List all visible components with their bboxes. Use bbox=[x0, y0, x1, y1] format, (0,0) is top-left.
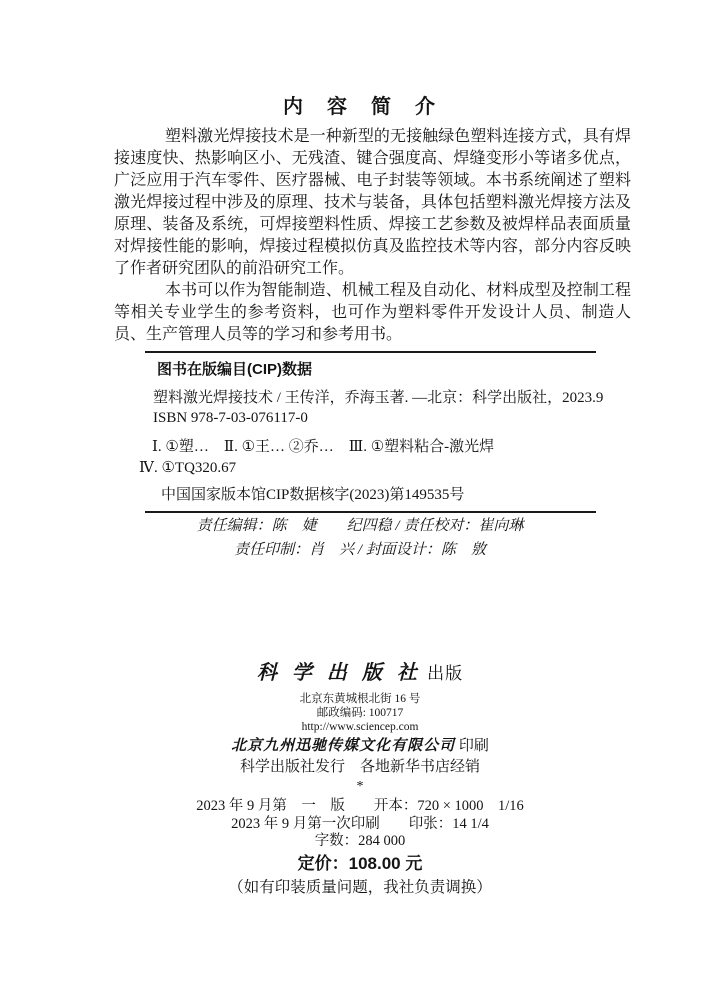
publisher-line bbox=[0, 660, 720, 687]
quality-notice: （如有印装质量问题，我社负责调换） bbox=[228, 878, 492, 896]
distribution-line: 科学出版社发行 各地新华书店经销 bbox=[239, 759, 480, 775]
publisher-address: 北京东黄城根北街 16 号 bbox=[299, 693, 421, 705]
cip-classification-line-1: Ⅰ. ①塑… Ⅱ. ①王… ②乔… Ⅲ. ①塑料粘合-激光焊 bbox=[152, 439, 495, 455]
colophon bbox=[0, 660, 720, 898]
asterisk-divider: * bbox=[356, 779, 364, 794]
intro-paragraph-1: 塑料激光焊接技术是一种新型的无接触绿色塑料连接方式，具有焊接速度快、热影响区小、无残渣、键合强度高、焊缝变形小等诸多优点，广泛应用于汽车零件、医疗器械、电子封装等领域。本书系统阐述了塑料激光焊接过程中涉及的原理、技术与装备，具体包括塑料激光焊接方法及原理、装备及系统，可焊接塑料性质、焊接工艺参数及被焊样品表面质量对焊接性能的影响，焊接过程模拟仿真及监控技术等内容，部分内容反映了作者研究团队的前沿研究工作。 bbox=[114, 128, 631, 277]
cip-top-rule bbox=[145, 351, 596, 353]
publisher-name: 科 学 出 版 社 bbox=[256, 662, 422, 684]
intro-body bbox=[114, 126, 631, 346]
cip-record-number-line: 中国国家版本馆CIP数据核字(2023)第149535号 bbox=[161, 487, 465, 503]
price-line: 定价：108.00 元 bbox=[297, 853, 423, 873]
cip-bottom-rule bbox=[145, 511, 596, 513]
printer-name: 北京九州迅驰传媒文化有限公司 bbox=[231, 738, 456, 754]
publisher-website: http://www.sciencep.com bbox=[301, 721, 419, 733]
cip-classification-line-2: Ⅳ. ①TQ320.67 bbox=[139, 460, 237, 476]
cip-isbn-line: ISBN 978-7-03-076117-0 bbox=[153, 410, 308, 426]
staff-printing-design-line: 责任印制：肖 兴 / 封面设计：陈 敫 bbox=[234, 542, 486, 558]
cip-heading: 图书在版编目(CIP)数据 bbox=[157, 361, 312, 378]
cip-title-line: 塑料激光焊接技术 / 王传洋，乔海玉著. —北京：科学出版社，2023.9 bbox=[153, 390, 604, 406]
staff-credits bbox=[0, 514, 720, 562]
printer-line bbox=[0, 737, 720, 756]
printer-role-label: 印刷 bbox=[455, 738, 489, 754]
staff-editors-line: 责任编辑：陈 婕 纪四稳 / 责任校对：崔向琳 bbox=[196, 518, 524, 534]
publisher-role-label: 出版 bbox=[421, 664, 464, 683]
intro-heading: 内 容 简 介 bbox=[283, 96, 437, 118]
word-count-line: 字数：284 000 bbox=[314, 833, 406, 849]
publisher-postcode: 邮政编码: 100717 bbox=[316, 707, 404, 719]
printing-sheets-line: 2023 年 9 月第一次印刷 印张：14 1/4 bbox=[231, 815, 489, 832]
edition-format-line: 2023 年 9 月第 一 版 开本：720 × 1000 1/16 bbox=[196, 798, 524, 814]
intro-paragraph-2: 本书可以作为智能制造、机械工程及自动化、材料成型及控制工程等相关专业学生的参考资料，也可作为塑料零件开发设计人员、制造人员、生产管理人员等的学习和参考用书。 bbox=[114, 282, 631, 343]
